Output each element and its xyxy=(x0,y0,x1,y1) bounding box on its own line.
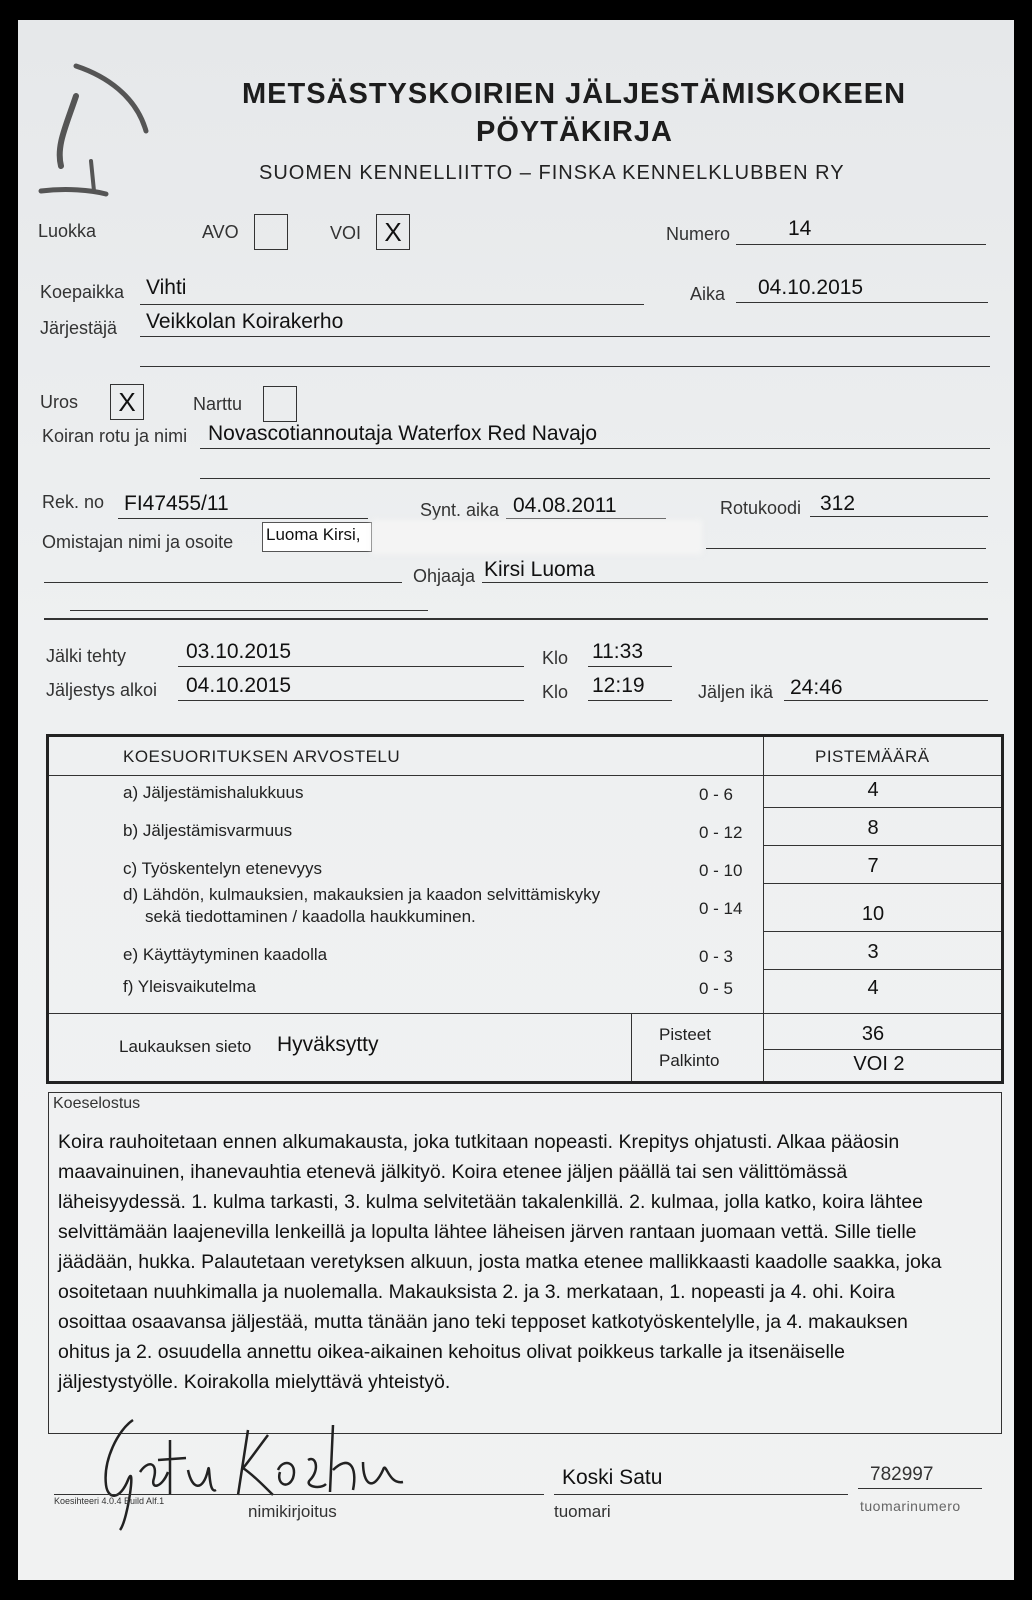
jarjestaja-label: Järjestäjä xyxy=(40,318,118,338)
synt-value: 04.08.2011 xyxy=(513,494,617,517)
uros-label: Uros xyxy=(40,392,79,412)
score-divider xyxy=(763,807,1001,808)
breed-line xyxy=(200,448,990,449)
klo1-label: Klo xyxy=(542,648,569,668)
criterion-label: b) Jäljestämisvarmuus xyxy=(123,821,293,840)
breed-line2 xyxy=(200,478,990,479)
tuomari-line xyxy=(554,1494,848,1495)
klo1-line xyxy=(588,666,672,667)
uros-checkbox[interactable]: X xyxy=(110,384,144,420)
bottom-column-divider xyxy=(631,1013,632,1081)
jarjestaja-line xyxy=(140,336,990,337)
jalki-label: Jälki tehty xyxy=(46,646,127,666)
owner-line-right xyxy=(706,548,986,549)
avo-label: AVO xyxy=(202,222,239,242)
rek-label: Rek. no xyxy=(42,492,105,512)
luokka-label: Luokka xyxy=(38,221,97,241)
avo-checkbox[interactable] xyxy=(254,214,288,250)
breed-label: Koiran rotu ja nimi xyxy=(42,426,188,446)
tuomarinumero-line xyxy=(858,1488,982,1489)
points-header: PISTEMÄÄRÄ xyxy=(815,747,930,766)
breed-value: Novascotiannoutaja Waterfox Red Navajo xyxy=(208,422,598,445)
aika-label: Aika xyxy=(690,284,726,304)
jarjestaja-line2 xyxy=(140,366,990,367)
synt-label: Synt. aika xyxy=(420,500,500,520)
klo2-line xyxy=(588,700,672,701)
form-title-line2: PÖYTÄKIRJA xyxy=(476,116,673,148)
ika-value: 24:46 xyxy=(790,676,843,699)
ika-line xyxy=(784,700,988,701)
score-divider xyxy=(763,931,1001,932)
pisteet-value: 36 xyxy=(861,1023,885,1045)
hand-mark-icon xyxy=(36,56,156,206)
criterion-range: 0 - 6 xyxy=(699,785,734,804)
footer-code: Koesihteeri 4.0.4 Build Alf.1 xyxy=(54,1496,165,1506)
pisteet-label: Pisteet xyxy=(659,1025,711,1044)
nimikirjoitus-label: nimikirjoitus xyxy=(248,1502,337,1521)
koepaikka-value: Vihti xyxy=(146,276,187,299)
numero-label: Numero xyxy=(666,224,731,244)
klo1-value: 11:33 xyxy=(592,640,643,663)
section-divider xyxy=(44,618,988,620)
rotukoodi-value: 312 xyxy=(820,492,856,515)
criterion-score: 4 xyxy=(867,779,879,801)
ika-label: Jäljen ikä xyxy=(698,682,774,702)
criterion-label: a) Jäljestämishalukkuus xyxy=(123,783,304,802)
numero-line xyxy=(736,244,986,245)
palkinto-value: VOI 2 xyxy=(853,1053,905,1075)
ohjaaja-label: Ohjaaja xyxy=(413,566,476,586)
rek-line xyxy=(118,518,368,519)
tuomarinumero-value: 782997 xyxy=(870,1464,934,1485)
synt-line xyxy=(506,518,666,519)
form-paper xyxy=(18,20,1014,1580)
criterion-label: c) Työskentelyn etenevyys xyxy=(123,859,323,878)
bottom-divider xyxy=(49,1013,1001,1014)
alkoi-value: 04.10.2015 xyxy=(186,674,292,697)
koepaikka-label: Koepaikka xyxy=(40,282,125,302)
description-text: Koira rauhoitetaan ennen alkumakausta, joka tutkitaan nopeasti. Krepitys ohjatusti. Alkaa pääosin maavainuinen, ihanevauhtia etenevä jälkityö. Koira etenee jäljen päällä tai sen välittömässä läheisyydessä. 1. kulma tarkasti, 3. kulma selvitetään takalenkillä. 2. kulmaa, jolla katko, koira lähtee selvittämään laajenevilla lenkeillä ja lopulta lähtee läheisen järven rantaan juomaan vettä. Sille tielle jäädään, hukka. Palautetaan veretyksen alkuun, josta matka etenee mallikkaasti kaadolle saakka, joka osoitetaan nuuhkimalla ja nuolemalla. Makauksista 2. ja 3. merkataan, 1. nopeasti ja 4. ohi. Koira osoittaa osaavansa jäljestää, mutta tänään jano teki tepposet katkotyöskentelylle, ja 4. makauksen ohitus ja 2. osuudella annettu oikea-aikainen kehoitus olivat poikkeus tarkalle ja itsenäiselle jäljestystyölle. Koirakolla mielyttävä yhteistyö. xyxy=(58,1131,942,1393)
pisteet-divider xyxy=(763,1049,1001,1050)
voi-label: VOI xyxy=(330,223,362,243)
laukaus-value: Hyväksytty xyxy=(277,1033,379,1056)
redacted-address xyxy=(372,520,702,554)
jalki-line xyxy=(178,666,524,667)
criterion-label: d) Lähdön, kulmauksien, makauksien ja kaadon selvittämiskyky xyxy=(123,885,601,904)
signature-line xyxy=(54,1494,544,1495)
rek-value: FI47455/11 xyxy=(124,492,229,515)
owner-line3 xyxy=(70,610,428,611)
criterion-label: e) Käyttäytyminen kaadolla xyxy=(123,945,328,964)
score-divider xyxy=(763,883,1001,884)
criterion-score: 7 xyxy=(867,855,879,877)
klo2-value: 12:19 xyxy=(592,674,645,697)
jalki-value: 03.10.2015 xyxy=(186,640,292,663)
klo2-label: Klo xyxy=(542,682,569,702)
description-box xyxy=(48,1092,1002,1434)
tuomarinumero-label: tuomarinumero xyxy=(860,1498,961,1514)
ohjaaja-value: Kirsi Luoma xyxy=(484,558,595,581)
tuomari-label: tuomari xyxy=(554,1502,611,1521)
laukaus-label: Laukauksen sieto xyxy=(119,1037,252,1056)
rotukoodi-label: Rotukoodi xyxy=(720,498,802,518)
criterion-score: 3 xyxy=(867,941,879,963)
header-divider xyxy=(49,775,1001,776)
criterion-range: 0 - 14 xyxy=(699,899,743,918)
evaluation-header: KOESUORITUKSEN ARVOSTELU xyxy=(123,747,401,766)
evaluation-table xyxy=(46,734,1004,1084)
narttu-checkbox[interactable] xyxy=(263,386,297,422)
owner-line2 xyxy=(44,582,402,583)
criterion-range: 0 - 5 xyxy=(699,979,734,998)
criterion-score: 4 xyxy=(867,977,879,999)
narttu-label: Narttu xyxy=(193,394,243,414)
score-divider xyxy=(763,969,1001,970)
ohjaaja-line xyxy=(482,582,988,583)
criterion-label: f) Yleisvaikutelma xyxy=(123,977,256,996)
criterion-range: 0 - 3 xyxy=(699,947,734,966)
owner-label: Omistajan nimi ja osoite xyxy=(42,532,234,552)
description-label: Koeselostus xyxy=(53,1095,141,1112)
voi-checkbox[interactable]: X xyxy=(376,214,410,250)
tuomari-name: Koski Satu xyxy=(562,1466,663,1489)
criterion-score: 10 xyxy=(861,903,885,925)
criterion-range: 0 - 12 xyxy=(699,823,743,842)
owner-value: Luoma Kirsi, xyxy=(266,525,361,544)
alkoi-line xyxy=(178,700,524,701)
aika-line xyxy=(736,302,988,303)
koepaikka-line xyxy=(140,304,644,305)
jarjestaja-value: Veikkolan Koirakerho xyxy=(146,310,344,333)
form-subtitle: SUOMEN KENNELLIITTO – FINSKA KENNELKLUBBEN RY xyxy=(259,162,845,184)
criterion-score: 8 xyxy=(867,817,879,839)
criterion-range: 0 - 10 xyxy=(699,861,743,880)
aika-value: 04.10.2015 xyxy=(758,276,864,299)
signature-image xyxy=(58,1400,418,1540)
numero-value: 14 xyxy=(788,217,812,240)
criterion-label-line2: sekä tiedottaminen / kaadolla haukkuminen. xyxy=(145,907,476,926)
form-title-line1: METSÄSTYSKOIRIEN JÄLJESTÄMISKOKEEN xyxy=(242,78,907,110)
rotukoodi-line xyxy=(810,516,988,517)
owner-value-box xyxy=(262,522,372,552)
palkinto-label: Palkinto xyxy=(659,1051,720,1070)
alkoi-label: Jäljestys alkoi xyxy=(46,680,158,700)
score-divider xyxy=(763,845,1001,846)
